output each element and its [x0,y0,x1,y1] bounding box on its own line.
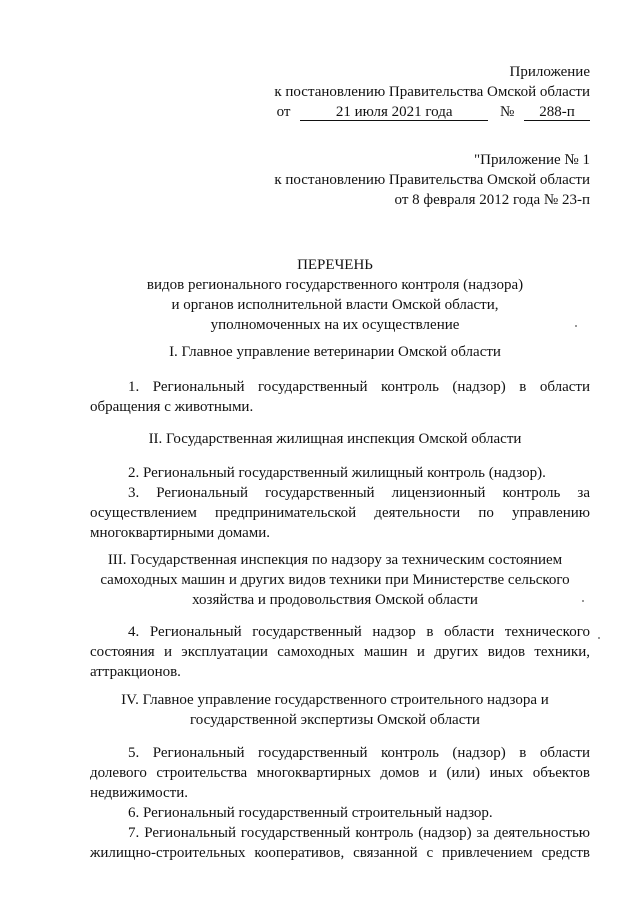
heading-3-line-2: самоходных машин и других видов техники при Министерстве сельского [100,572,570,588]
section-heading-3 [70,550,600,610]
resolution-date: 21 июля 2021 года [300,104,488,121]
item-4-line-3: аттракционов. [90,664,181,680]
prior-appendix-date-line: от 8 февраля 2012 года № 23-п [394,192,590,208]
title-line-3: и органов исполнительной власти Омской области, [171,297,499,313]
scan-speck [598,637,600,639]
prior-appendix-header [274,150,590,210]
from-prefix: от [276,104,291,120]
section-2-items [90,463,590,543]
list-item-6: 6. Региональный государственный строительный надзор. [128,805,493,821]
scan-speck [575,325,577,327]
prior-appendix-resolution-line: к постановлению Правительства Омской области [274,172,590,188]
prior-appendix-label: "Приложение № 1 [474,152,590,168]
heading-4-line-1: IV. Главное управление государственного строительного надзора и [121,692,549,708]
item-3-line-3: многоквартирными домами. [90,525,271,541]
section-heading-2: II. Государственная жилищная инспекция Омской области [148,431,522,447]
section-heading-4 [70,690,600,730]
list-item-4 [90,622,590,682]
item-1-line-2: обращения с животными. [90,399,254,415]
section-heading-1: I. Главное управление ветеринарии Омской области [169,344,501,360]
item-5-line-2: долевого строительства многоквартирных домов и (или) иных объектов [90,765,590,781]
section-4-items [90,743,590,863]
item-1-line-1: 1. Региональный государственный контроль (надзор) в области [128,379,590,395]
heading-3-line-1: III. Государственная инспекция по надзору за техническим состоянием [107,552,563,568]
item-3-line-2: осуществлением предпринимательской деятельности по управлению [90,505,590,521]
number-sign: № [499,104,515,120]
title-line-4: уполномоченных на их осуществление [210,317,460,333]
item-4-line-1: 4. Региональный государственный надзор в области технического [128,624,590,640]
appendix-date-number-line [274,102,590,122]
title-line-2: видов регионального государственного контроля (надзора) [146,277,524,293]
item-4-line-2: состояния и эксплуатации самоходных машин и других видов техники, [90,644,590,660]
list-item-1 [90,377,590,417]
heading-3-line-3: хозяйства и продовольствия Омской области [192,592,478,608]
item-7-line-2: жилищно-строительных кооперативов, связанной с привлечением средств [90,845,590,861]
appendix-label: Приложение [509,64,590,80]
list-item-2: 2. Региональный государственный жилищный контроль (надзор). [128,465,546,481]
item-3-line-1: 3. Региональный государственный лицензионный контроль за [128,485,590,501]
item-5-line-1: 5. Региональный государственный контроль (надзор) в области [128,745,590,761]
item-5-line-3: недвижимости. [90,785,188,801]
appendix-resolution-line: к постановлению Правительства Омской области [274,84,590,100]
heading-4-line-2: государственной экспертизы Омской области [190,712,480,728]
appendix-header [274,62,590,122]
title-word: ПЕРЕЧЕНЬ [297,257,373,273]
item-7-line-1: 7. Региональный государственный контроль (надзор) за деятельностью [128,825,590,841]
resolution-number: 288-п [524,104,590,121]
scan-speck [582,600,584,602]
document-title [70,255,600,335]
